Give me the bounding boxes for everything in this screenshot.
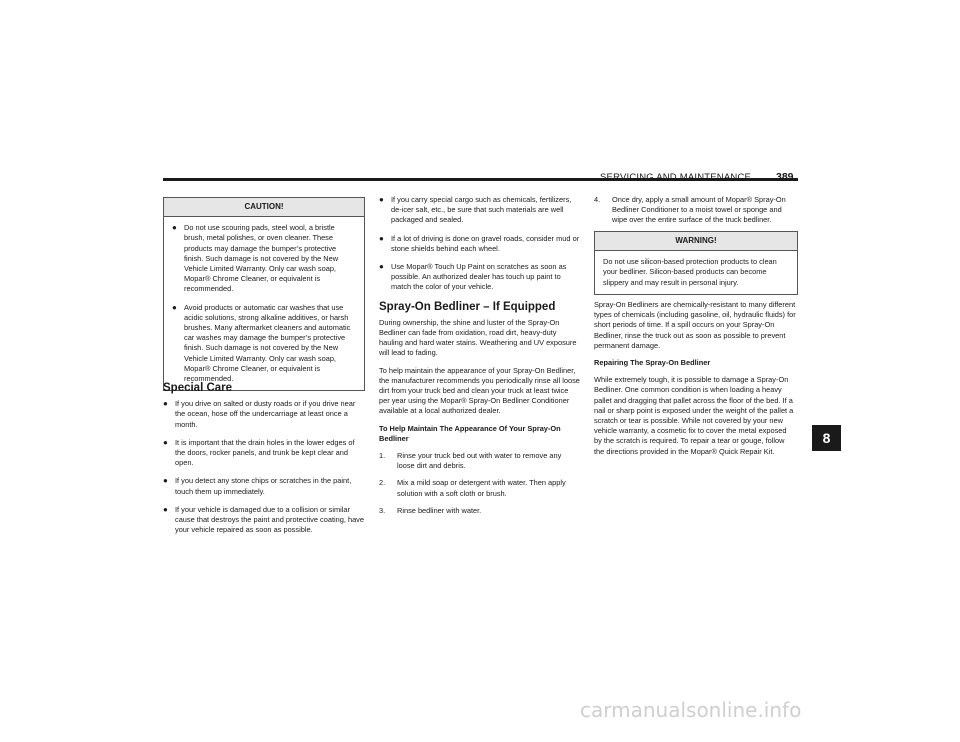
special-care-heading: Special Care xyxy=(163,382,233,394)
bullet-icon: ● xyxy=(163,476,168,486)
bullet-icon: ● xyxy=(379,233,384,243)
spray-on-heading: Spray-On Bedliner – If Equipped xyxy=(379,300,556,313)
bullet-icon: ● xyxy=(379,262,384,272)
paragraph: While extremely tough, it is possible to damage a Spray-On Bedliner. One common condition is when loading a heavy pallet and dragging that pallet across the floor of the bed. If a nail or sharp point is exposed under the weight of the pallet a scratch or tear is possible. While not covered by your new vehicle warranty, a cosmetic fix to cover the metal exposed by the scratch is required. To repair a tear or gouge, follow the directions provided in the Mopar® Quick Repair Kit. xyxy=(594,375,794,456)
section-title: SERVICING AND MAINTENANCE xyxy=(600,172,752,183)
step-4 xyxy=(594,195,796,233)
list-item: 4. Once dry, apply a small amount of Mopar® Spray-On Bedliner Conditioner to a moist towel or sponge and wipe over the entire surface of the truck bedliner. xyxy=(594,195,786,225)
bullet-icon: ● xyxy=(172,302,177,312)
warning-title: WARNING! xyxy=(595,232,797,251)
list-item: 1. Rinse your truck bed out with water to remove any loose dirt and debris. xyxy=(379,451,562,471)
list-item: ● Use Mopar® Touch Up Paint on scratches as soon as possible. An authorized dealer has touch up paint to match the color of your vehicle. xyxy=(379,262,567,292)
page-number: 389 xyxy=(776,171,794,183)
list-item: ● If a lot of driving is done on gravel roads, consider mud or stone shields behind each wheel. xyxy=(379,233,580,253)
paragraph: During ownership, the shine and luster of the Spray-On Bedliner can fade from oxidation, road dirt, heavy-duty hauling and hard water stains. Weathering and UV exposure will lead to fading. xyxy=(379,317,577,358)
paragraph: Spray-On Bedliners are chemically-resistant to many different types of chemicals (including gasoline, oil, hydraulic fluids) for short periods of time. If a spill occurs on your Spray-On Bedliner, rinse the truck out as soon as possible to prevent permanent damage. xyxy=(594,300,796,350)
list-item: ● It is important that the drain holes in the lower edges of the doors, rocker panels, and trunk be kept clear and open. xyxy=(163,437,355,468)
list-item: ● If you drive on salted or dusty roads or if you drive near the ocean, hose off the undercarriage at least once a month. xyxy=(163,399,356,429)
caution-bullet: ● Avoid products or automatic car washes that use acidic solutions, strong alkaline additives, or harsh brushes. Many aftermarket cleaners and automatic car washes may damage the bumper’s protective finish. Such damage is not covered by the New Vehicle Limited Warranty. Only car wash soap, Mopar® Chrome Cleaner, or equivalent is recommended. xyxy=(172,302,351,384)
warning-box xyxy=(594,231,798,295)
subheading: Repairing The Spray-On Bedliner xyxy=(594,358,711,368)
chapter-tab: 8 xyxy=(812,425,841,451)
middle-column xyxy=(379,195,581,523)
list-item: ● If your vehicle is damaged due to a collision or similar cause that destroys the paint and protective coating, have your vehicle repaired as soon as possible. xyxy=(163,504,364,535)
bullet-icon: ● xyxy=(379,195,384,204)
list-item: ● If you carry special cargo such as chemicals, fertilizers, de-icer salt, etc., be sure that such materials are well packaged and sealed. xyxy=(379,195,572,225)
bullet-icon: ● xyxy=(172,223,177,233)
caution-box xyxy=(163,197,365,394)
bullet-icon: ● xyxy=(163,437,168,447)
bullet-icon: ● xyxy=(163,504,168,514)
caution-bullet: ● Do not use scouring pads, steel wool, a bristle brush, metal polishes, or oven cleaner. These products may damage the bumper’s protective finish. Such damage is not covered by the New Vehicle Limited Warranty. Only car wash soap, Mopar® Chrome Cleaner, or equivalent is recommended. xyxy=(172,223,339,294)
right-column-text xyxy=(594,300,796,464)
subheading: To Help Maintain The Appearance Of Your Spray-On Bedliner xyxy=(379,423,561,443)
list-item: 3. Rinse bedliner with water. xyxy=(379,505,482,515)
paragraph: To help maintain the appearance of your Spray-On Bedliner, the manufacturer recommends you periodically rinse all loose dirt from your truck bed and clean your truck at least twice per year using the Mopar® Spray-On Bedliner Conditioner available at a local authorized dealer. xyxy=(379,365,580,416)
caution-title: CAUTION! xyxy=(164,198,364,217)
warning-text: Do not use silicon-based protection products to clean your bedliner. Silicon-based products can become slippery and may result in personal injury. xyxy=(603,257,777,287)
list-item: 2. Mix a mild soap or detergent with water. Then apply solution with a soft cloth or brush. xyxy=(379,478,566,498)
watermark: carmanualsonline.info xyxy=(580,698,802,722)
bullet-icon: ● xyxy=(163,399,168,409)
list-item: ● If you detect any stone chips or scratches in the paint, touch them up immediately. xyxy=(163,476,352,496)
special-care-section xyxy=(163,383,365,535)
